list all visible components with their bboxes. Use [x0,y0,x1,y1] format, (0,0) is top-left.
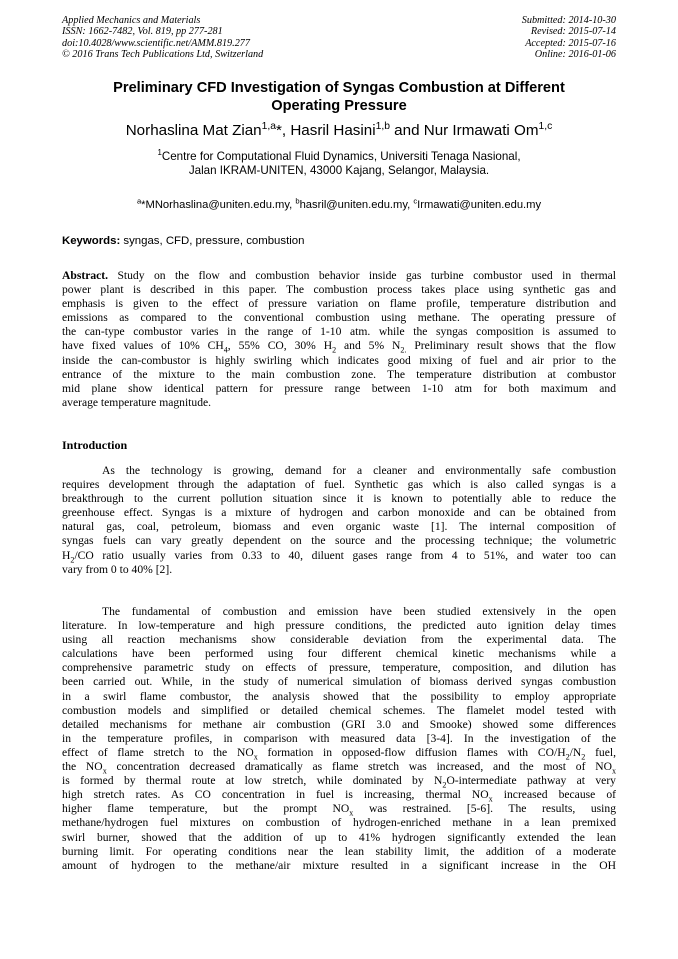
intro-paragraph-1 [62,464,616,577]
date-online: Online: 2016-01-06 [534,48,616,60]
text-run: is formed by thermal route at low stretch, while dominated by N [62,774,443,788]
abstract-line: entrance of the mixture to the main combustion zone. The temperature distribution at combustor [62,367,616,381]
paragraph-line: combustion models and simplified or detailed chemical schemes. The flamelet model tested with [62,703,616,717]
author-affil-sup: 1,a [261,120,276,132]
abstract-line: mid plane show identical pattern for pressure range between 1-10 atm for both maximum and [62,381,616,395]
date-submitted: Submitted: 2014-10-30 [521,15,616,26]
journal-name: Applied Mechanics and Materials [62,15,201,26]
abstract-line: emissions as compared to the conventional combustion using methane. The operating pressure of [62,311,616,325]
text-run: /CO ratio usually varies from 0.33 to 40, diluent gases range from 4 to 51%, and water too can [74,548,616,562]
paragraph-line [62,774,616,788]
email-sup: a [136,196,142,206]
text-run: high stretch rates. As CO concentration in fuel is increasing, thermal NO [62,788,489,802]
text-run: and 5% N [336,339,401,353]
paragraph-line: greenhouse effect. Syngas is a mixture of hydrogen and carbon monoxide and can be obtained from [62,506,616,520]
text-run: , 55% CO, 30% H [227,339,333,353]
subscript: 2 [565,752,570,762]
abstract-line: inside the can-combustor is highly swirling which indicates good mixing of fuel and air prior to the [62,353,616,367]
text-run: have fixed values of 10% CH [62,339,224,353]
email-sup: b [295,196,300,206]
text-run: formation in opposed-flow diffusion flames with CO/H [257,745,566,759]
abstract-line [62,269,616,283]
paragraph-line [62,464,616,478]
title-line-2: Operating Pressure [271,97,407,114]
subscript: 2 [442,780,447,790]
text-run: The fundamental of combustion and emission have been studied extensively in the open [102,605,616,618]
text-run: concentration decreased dramatically as flame stretch was increased, and the most of NO [106,760,612,774]
text-run: effect of flame stretch to the NO [62,745,254,759]
paragraph-line: calculations have been performed using four different chemical kinetic mechanisms while a [62,647,616,661]
journal-issn: ISSN: 1662-7482, Vol. 819, pp 277-281 [62,26,223,38]
email-link[interactable]: Irmawati@uniten.edu.my [417,199,542,211]
text-run: Preliminary result shows that the flow [406,339,616,353]
section-heading-introduction: Introduction [62,438,128,452]
paragraph-line: in a swirl flame combustor, the analysis showed that the possibility to employ appropriate [62,689,616,703]
paragraph-line: natural gas, coal, petroleum, biomass and even organic waste [1]. The internal composition of [62,520,616,534]
paragraph-line [62,760,616,774]
affiliation-line-2: Jalan IKRAM-UNITEN, 43000 Kajang, Selangor, Malaysia. [188,163,490,177]
author-name: Hasril Hasini [290,122,376,139]
subscript: 2 [581,752,586,762]
author-emails [62,196,616,212]
paragraph-line: using all reaction mechanisms show considerable deviation from the experimental data. The [62,633,616,647]
email-sup: c [413,196,418,206]
author-name: Nur Irmawati Om [423,122,539,139]
affiliation-text: Centre for Computational Fluid Dynamics, Universiti Tenaga Nasional, [161,150,521,163]
text-run: increased because of [492,788,616,802]
affiliation-line-1 [62,150,616,164]
abstract-line: power plant is described in this paper. The combustion process takes place using synthetic gas and [62,283,616,297]
text-run: higher flame temperature, but the prompt NO [62,802,350,816]
paragraph-line [62,802,616,816]
author-affil-sup: 1,b [375,120,390,132]
journal-info [62,15,263,60]
text-run: O-intermediate pathway at very [446,774,616,788]
author-conjunction: and [389,122,424,139]
abstract-line: emphasis is given to the effect of pressure variation on flame profile, temperature distribution and [62,297,616,311]
text-run: was restrained. [5-6]. The results, using [353,802,616,816]
journal-copyright: © 2016 Trans Tech Publications Ltd, Switzerland [62,48,264,60]
subscript: 2 [70,554,75,564]
abstract-text: Study on the flow and combustion behavior inside gas turbine combustor used in thermal [108,269,616,282]
date-accepted: Accepted: 2015-07-16 [525,37,616,49]
paragraph-line [62,746,616,760]
corresponding-mark: *, [275,122,291,139]
paragraph-line: detailed mechanisms for methane air combustion (GRI 3.0 and Smooke) showed some differences [62,717,616,731]
email-link[interactable]: hasril@uniten.edu.my, [299,199,414,211]
paragraph-line: methane/hydrogen fuel mixtures on combustion of hydrogen-enriched methane in a lean premixed [62,816,616,830]
paragraph-line: syngas fuels can vary greatly dependent on the source and the processing technique; the volumetric [62,534,616,548]
journal-doi[interactable]: doi:10.4028/www.scientific.net/AMM.819.277 [62,37,250,49]
subscript: x [488,794,493,804]
subscript: x [102,766,107,776]
abstract-line: average temperature magnitude. [62,395,212,409]
author-list [62,122,616,140]
email-link[interactable]: *MNorhaslina@uniten.edu.my, [141,199,296,211]
subscript: x [349,808,354,818]
paragraph-line: breakthrough to the current pollution situation since it is known to potentially able to reduce the [62,492,616,506]
paragraph-line: burning limit. For operating conditions near the lean stability limit, the addition of a moderate [62,844,616,858]
affiliation [62,150,616,177]
text-run: As the technology is growing, demand for a cleaner and environmentally safe combustion [102,464,616,477]
paper-title [62,80,616,115]
paragraph-line: in the temperature profiles, in comparison with measured data [3-4]. In the investigation of the [62,731,616,745]
publication-dates [522,15,616,60]
subscript: x [611,766,617,776]
keywords-label: Keywords: [62,235,121,247]
paragraph-line: been carried out. While, in the study of numerical simulation of biomass derived syngas combustion [62,675,616,689]
text-run: H [62,548,71,562]
paragraph-line [62,788,616,802]
abstract-line [62,339,616,353]
paragraph-line [62,605,616,619]
text-run: fuel, [585,745,616,759]
paragraph-line: vary from 0 to 40% [2]. [62,562,173,576]
paragraph-line [62,549,616,563]
abstract-line: the can-type combustor varies in the range of 1-10 atm. while the syngas composition is assumed to [62,325,616,339]
subscript: 2. [400,345,407,355]
subscript: x [253,752,258,762]
text-run: /N [569,745,582,759]
paragraph-line: amount of hydrogen to the methane/air mixture resulted in a significant increase in the OH [62,858,616,872]
title-line-1: Preliminary CFD Investigation of Syngas Combustion at Different [113,80,565,96]
affiliation-sup: 1 [157,148,162,158]
abstract-label: Abstract. [62,269,109,282]
paragraph-line: swirl burner, showed that the addition of up to 41% hydrogen significantly extended the lean [62,830,616,844]
abstract [62,269,616,410]
keywords-text: syngas, CFD, pressure, combustion [120,235,305,247]
subscript: 4 [223,345,228,355]
paragraph-line: literature. In low-temperature and high pressure conditions, the predicted auto ignition delay times [62,619,616,633]
text-run: the NO [62,760,103,774]
paragraph-line: comprehensive parametric study on effects of pressure, temperature, composition, and dilution has [62,661,616,675]
subscript: 2 [332,345,337,355]
intro-paragraph-2 [62,605,616,873]
keywords [62,235,616,248]
author-name: Norhaslina Mat Zian [125,122,262,139]
author-affil-sup: 1,c [538,120,553,132]
date-revised: Revised: 2015-07-14 [530,26,616,38]
paragraph-line: requires development through the adaptation of fuel. Synthetic gas which is also called syngas is a [62,478,616,492]
